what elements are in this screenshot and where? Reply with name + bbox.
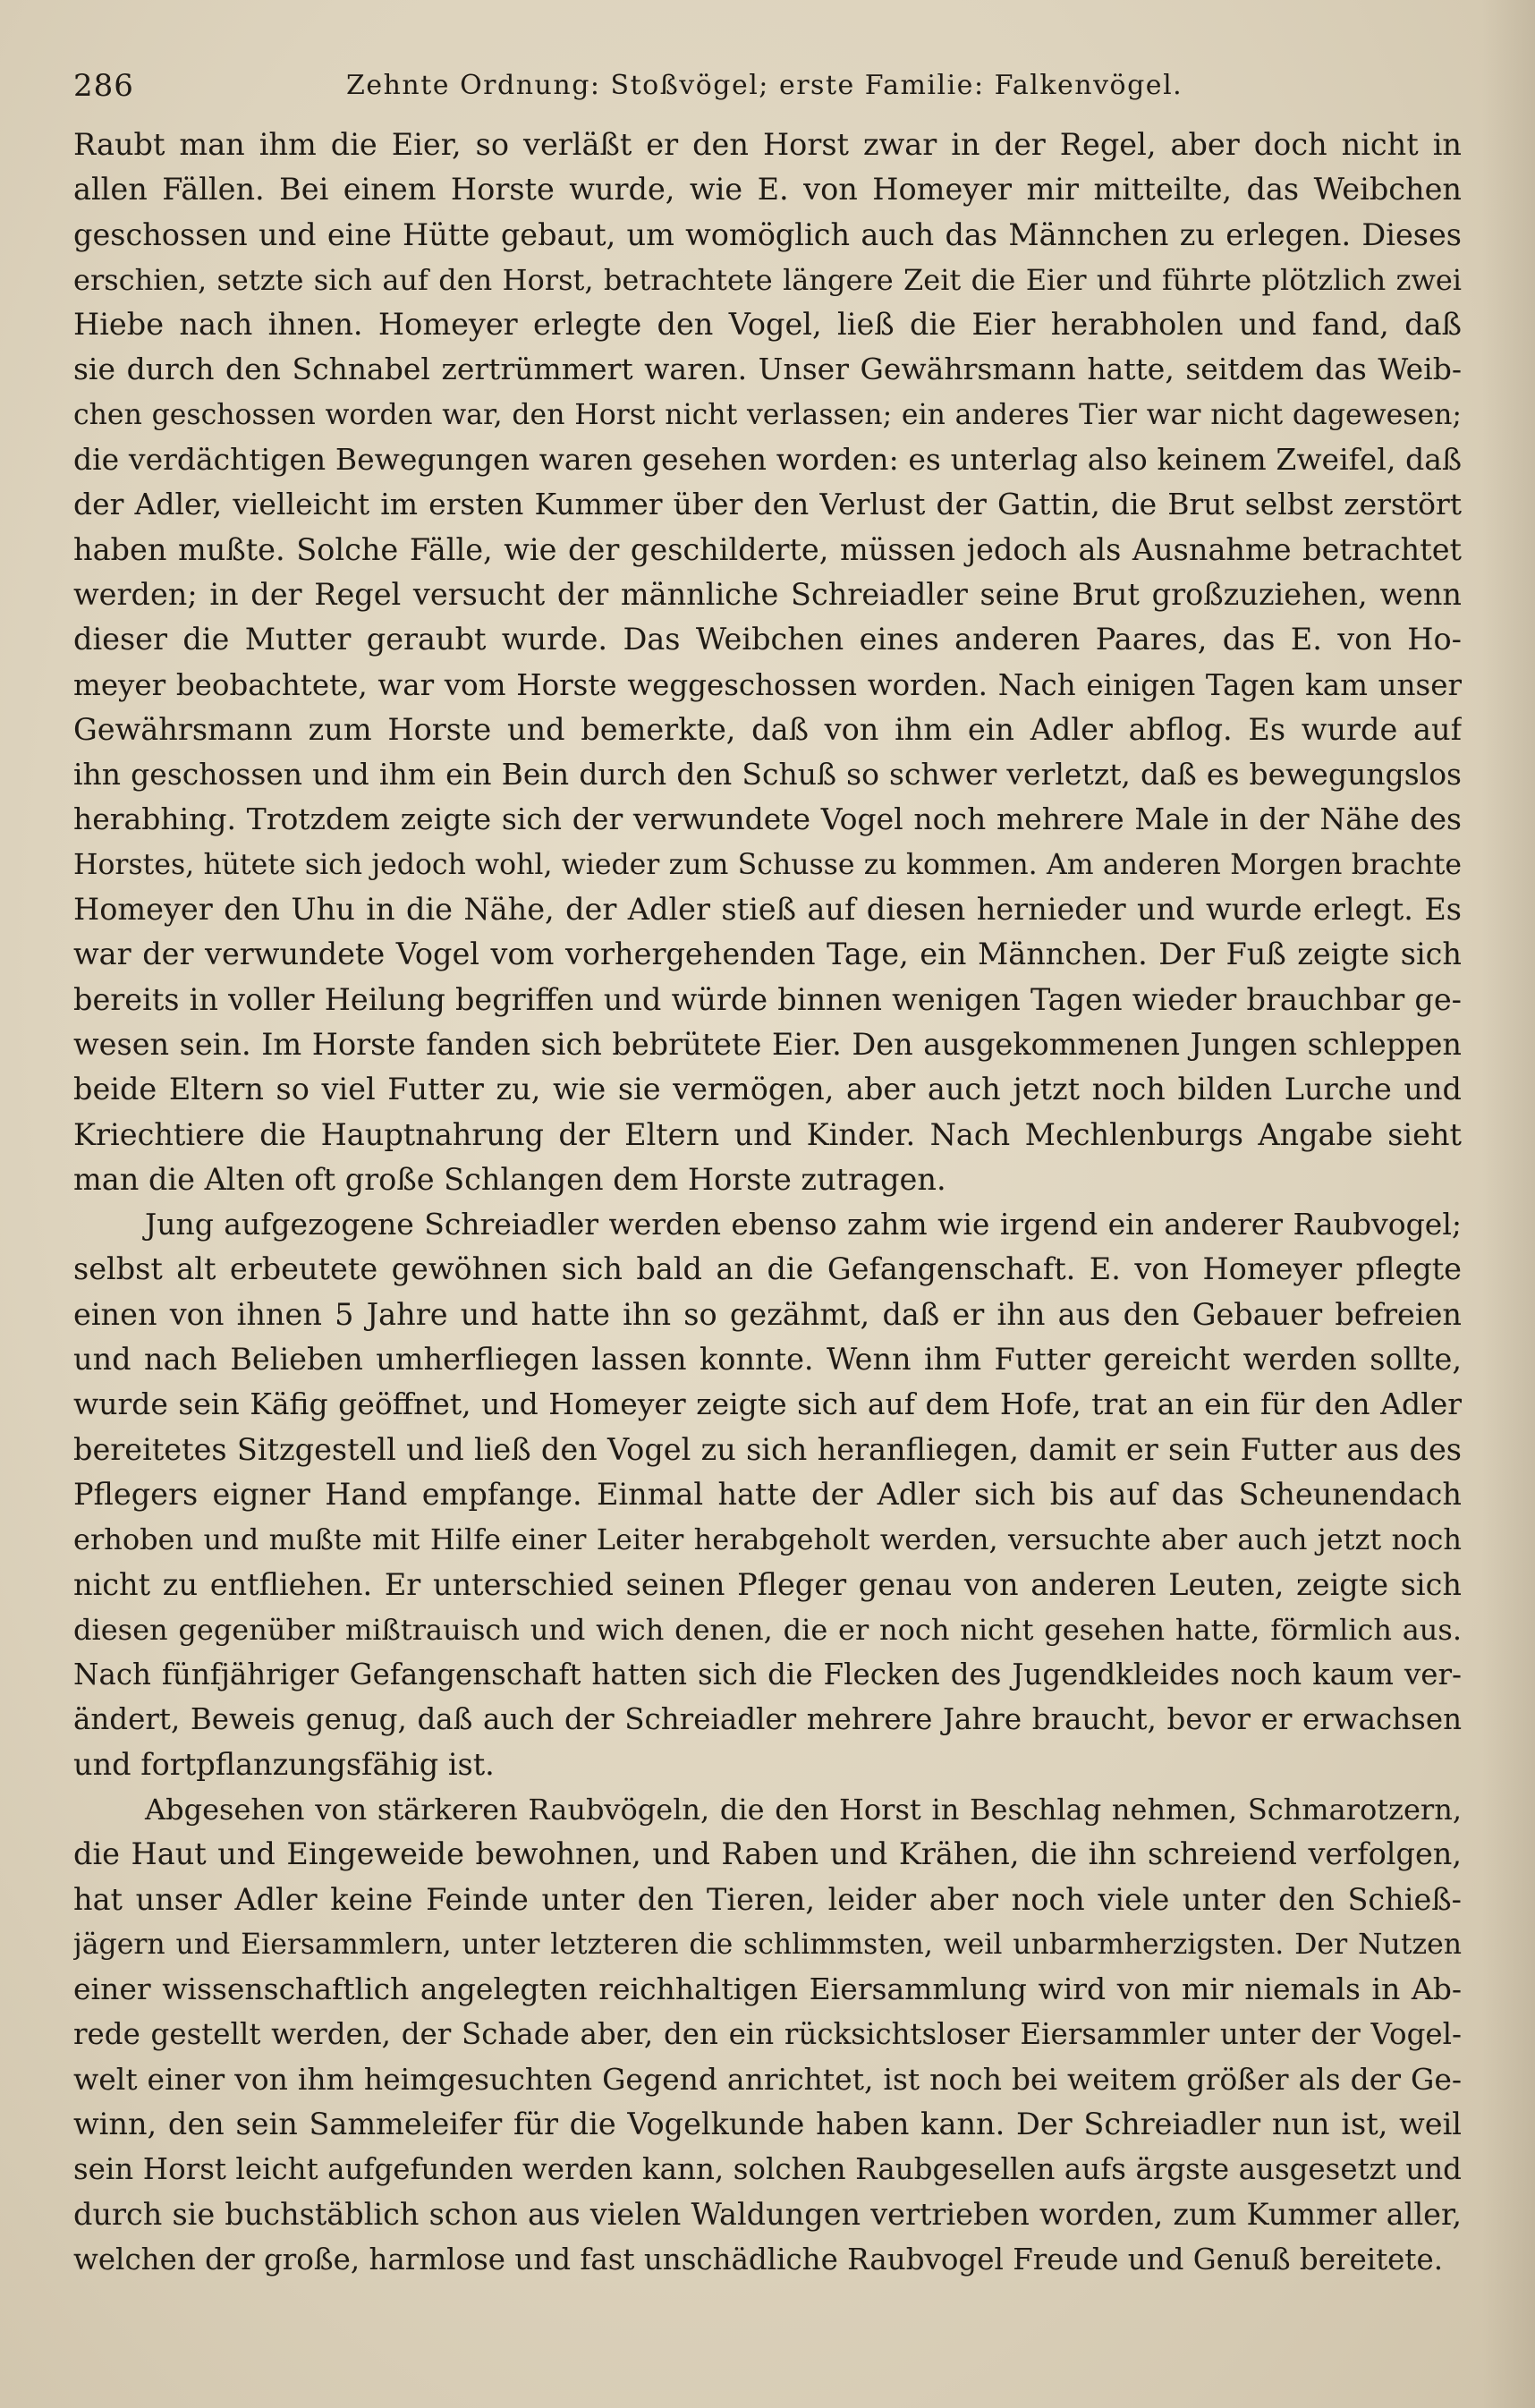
text-line: wurde sein Käfig geöffnet, und Homeyer zeigte sich auf dem Hofe, trat an ein für den Adler — [73, 1386, 1462, 1422]
text-line: Kriechtiere die Hauptnahrung der Eltern und Kinder. Nach Mechlenburgs Angabe sieht — [73, 1116, 1462, 1152]
text-line: ändert, Beweis genug, daß auch der Schreiadler mehrere Jahre braucht, bevor er erwachsen — [73, 1702, 1462, 1737]
paragraph — [73, 1202, 1462, 1787]
text-line: Jung aufgezogene Schreiadler werden ebenso zahm wie irgend ein anderer Raubvogel; — [145, 1207, 1462, 1242]
text-line: Gewährsmann zum Horste und bemerkte, daß von ihm ein Adler abflog. Es wurde auf — [73, 711, 1462, 747]
text-line: bereitetes Sitzgestell und ließ den Vogel zu sich heranfliegen, damit er sein Futter aus des — [73, 1431, 1462, 1467]
text-line: welchen der große, harmlose und fast unschädliche Raubvogel Freude und Genuß bereitete. — [73, 2242, 1444, 2277]
page-number: 286 — [73, 68, 134, 104]
text-line: herabhing. Trotzdem zeigte sich der verwundete Vogel noch mehrere Male in der Nähe des — [73, 801, 1462, 837]
paragraph — [73, 1787, 1462, 2282]
running-head-title: Zehnte Ordnung: Stoßvögel; erste Familie: Falkenvögel. — [346, 70, 1183, 101]
page-edge-shadow — [1481, 0, 1535, 2408]
text-line: hat unser Adler keine Feinde unter den Tieren, leider aber noch viele unter den Schieß- — [73, 1881, 1462, 1917]
text-line: selbst alt erbeutete gewöhnen sich bald an die Gefangenschaft. E. von Homeyer pflegte — [73, 1251, 1462, 1287]
text-line: werden; in der Regel versucht der männliche Schreiadler seine Brut großzuziehen, wenn — [73, 576, 1462, 612]
text-line: welt einer von ihm heimgesuchten Gegend anrichtet, ist noch bei weitem größer als der Ge- — [73, 2061, 1462, 2097]
text-line: Nach fünfjähriger Gefangenschaft hatten sich die Flecken des Jugendkleides noch kaum ver- — [73, 1658, 1462, 1692]
text-line: sie durch den Schnabel zertrümmert waren. Unser Gewährsmann hatte, seitdem das Weib- — [73, 352, 1462, 387]
text-line: nicht zu entfliehen. Er unterschied seinen Pfleger genau von anderen Leuten, zeigte sich — [73, 1566, 1462, 1602]
text-line: winn, den sein Sammeleifer für die Vogelkunde haben kann. Der Schreiadler nun ist, weil — [73, 2107, 1462, 2142]
text-line: dieser die Mutter geraubt wurde. Das Weibchen eines anderen Paares, das E. von Ho- — [73, 622, 1462, 657]
running-head — [73, 63, 1469, 107]
text-line: durch sie buchstäblich schon aus vielen Waldungen vertrieben worden, zum Kummer aller, — [73, 2196, 1462, 2232]
text-line: jägern und Eiersammlern, unter letzteren die schlimmsten, weil unbarmherzigsten. Der Nutzen — [73, 1928, 1462, 1961]
text-line: und nach Belieben umherfliegen lassen konnte. Wenn ihm Futter gereicht werden sollte, — [73, 1342, 1462, 1378]
text-line: einen von ihnen 5 Jahre und hatte ihn so gezähmt, daß er ihn aus den Gebauer befreien — [73, 1296, 1462, 1332]
paragraph — [73, 123, 1462, 1202]
text-line: sein Horst leicht aufgefunden werden kann, solchen Raubgesellen aufs ärgste ausgesetzt und — [73, 2152, 1462, 2187]
text-line: meyer beobachtete, war vom Horste weggeschossen worden. Nach einigen Tagen kam unser — [73, 667, 1462, 702]
text-line: der Adler, vielleicht im ersten Kummer über den Verlust der Gattin, die Brut selbst zerstört — [73, 487, 1462, 522]
text-line: erschien, setzte sich auf den Horst, betrachtete längere Zeit die Eier und führte plötzlich zwei — [73, 262, 1462, 297]
text-line: beide Eltern so viel Futter zu, wie sie vermögen, aber auch jetzt noch bilden Lurche und — [73, 1072, 1462, 1107]
text-line: Hiebe nach ihnen. Homeyer erlegte den Vogel, ließ die Eier herabholen und fand, daß — [73, 307, 1462, 343]
text-line: haben mußte. Solche Fälle, wie der geschilderte, müssen jedoch als Ausnahme betrachtet — [73, 531, 1462, 567]
text-line: die verdächtigen Bewegungen waren gesehen worden: es unterlag also keinem Zweifel, daß — [73, 442, 1462, 478]
text-line: allen Fällen. Bei einem Horste wurde, wie E. von Homeyer mir mitteilte, das Weibchen — [73, 172, 1462, 208]
text-line: wesen sein. Im Horste fanden sich bebrütete Eier. Den ausgekommenen Jungen schleppen — [73, 1026, 1462, 1062]
text-line: Homeyer den Uhu in die Nähe, der Adler stieß auf diesen hernieder und wurde erlegt. Es — [73, 892, 1462, 928]
text-line: war der verwundete Vogel vom vorhergehenden Tage, ein Männchen. Der Fuß zeigte sich — [73, 937, 1462, 972]
text-line: Abgesehen von stärkeren Raubvögeln, die den Horst in Beschlag nehmen, Schmarotzern, — [145, 1792, 1462, 1827]
text-line: die Haut und Eingeweide bewohnen, und Raben und Krähen, die ihn schreiend verfolgen, — [73, 1836, 1462, 1872]
text-line: man die Alten oft große Schlangen dem Horste zutragen. — [73, 1161, 946, 1197]
body-text — [73, 123, 1462, 2282]
text-line: erhoben und mußte mit Hilfe einer Leiter herabgeholt werden, versuchte aber auch jetzt noch — [73, 1522, 1462, 1557]
text-line: einer wissenschaftlich angelegten reichhaltigen Eiersammlung wird von mir niemals in Ab- — [73, 1971, 1462, 2007]
text-line: rede gestellt werden, der Schade aber, den ein rücksichtsloser Eiersammler unter der Vogel- — [73, 2017, 1462, 2052]
text-line: diesen gegenüber mißtrauisch und wich denen, die er noch nicht gesehen hatte, förmlich aus. — [73, 1612, 1462, 1647]
text-line: bereits in voller Heilung begriffen und würde binnen wenigen Tagen wieder brauchbar ge- — [73, 981, 1462, 1017]
text-line: Horstes, hütete sich jedoch wohl, wieder zum Schusse zu kommen. Am anderen Morgen brachte — [73, 848, 1462, 881]
text-line: ihn geschossen und ihm ein Bein durch den Schuß so schwer verletzt, daß es bewegungslos — [73, 757, 1462, 793]
text-line: Raubt man ihm die Eier, so verläßt er den Horst zwar in der Regel, aber doch nicht in — [73, 127, 1462, 162]
text-line: Pflegers eigner Hand empfange. Einmal hatte der Adler sich bis auf das Scheunendach — [73, 1476, 1462, 1512]
text-line: und fortpflanzungsfähig ist. — [73, 1746, 495, 1782]
text-line: geschossen und eine Hütte gebaut, um womöglich auch das Männchen zu erlegen. Dieses — [73, 216, 1462, 252]
text-line: chen geschossen worden war, den Horst nicht verlassen; ein anderes Tier war nicht dagewesen; — [73, 398, 1462, 431]
